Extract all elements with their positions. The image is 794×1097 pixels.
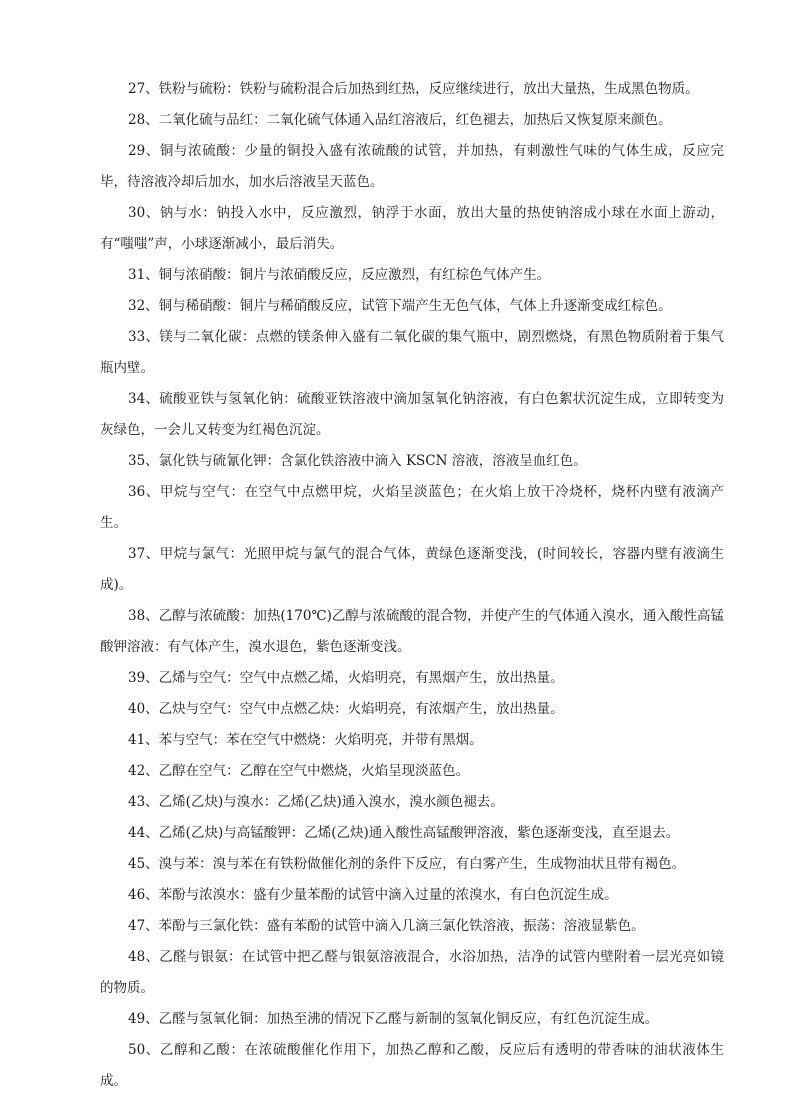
list-item: 45、溴与苯：溴与苯在有铁粉做催化剂的条件下反应，有白雾产生，生成物油状且带有褐色。 xyxy=(128,856,686,872)
list-item: 31、铜与浓硝酸：铜片与浓硝酸反应，反应激烈，有红棕色气体产生。 xyxy=(128,267,551,283)
list-item: 34、硫酸亚铁与氢氧化钠：硫酸亚铁溶液中滴加氢氧化钠溶液，有白色絮状沉淀生成，立即转变为灰绿色，一会儿又转变为红褐色沉淀。 xyxy=(100,391,724,438)
list-item: 43、乙烯(乙炔)与溴水：乙烯(乙炔)通入溴水，溴水颜色褪去。 xyxy=(128,794,504,810)
list-item: 28、二氧化硫与品红：二氧化硫气体通入品红溶液后，红色褪去，加热后又恢复原来颜色。 xyxy=(128,112,672,128)
list-item: 41、苯与空气：苯在空气中燃烧：火焰明亮，并带有黑烟。 xyxy=(128,732,483,748)
list-item: 39、乙烯与空气：空气中点燃乙烯，火焰明亮，有黑烟产生，放出热量。 xyxy=(128,670,564,686)
list-item: 42、乙醇在空气：乙醇在空气中燃烧，火焰呈现淡蓝色。 xyxy=(128,763,470,779)
list-item: 30、钠与水：钠投入水中，反应激烈，钠浮于水面，放出大量的热使钠溶成小球在水面上游动，有“嗤嗤”声，小球逐渐减小，最后消失。 xyxy=(100,205,724,252)
list-item: 37、甲烷与氯气：光照甲烷与氯气的混合气体，黄绿色逐渐变浅，(时间较长，容器内壁有液滴生成)。 xyxy=(100,546,724,593)
list-item: 36、甲烷与空气：在空气中点燃甲烷，火焰呈淡蓝色；在火焰上放干冷烧杯，烧杯内壁有液滴产生。 xyxy=(100,484,724,531)
list-item: 44、乙烯(乙炔)与高锰酸钾：乙烯(乙炔)通入酸性高锰酸钾溶液，紫色逐渐变浅，直至退去。 xyxy=(128,825,680,841)
list-item: 48、乙醛与银氨：在试管中把乙醛与银氨溶液混合，水浴加热，洁净的试管内壁附着一层光亮如镜的物质。 xyxy=(100,949,724,996)
list-item: 38、乙醇与浓硫酸：加热(170℃)乙醇与浓硫酸的混合物，并使产生的气体通入溴水，通入酸性高锰酸钾溶液：有气体产生，溴水退色，紫色逐渐变浅。 xyxy=(100,608,724,655)
list-item: 46、苯酚与浓溴水：盛有少量苯酚的试管中滴入过量的浓溴水，有白色沉淀生成。 xyxy=(128,887,618,903)
list-item: 33、镁与二氧化碳：点燃的镁条伸入盛有二氧化碳的集气瓶中，剧烈燃烧，有黑色物质附着于集气瓶内壁。 xyxy=(100,329,724,376)
list-item: 47、苯酚与三氯化铁：盛有苯酚的试管中滴入几滴三氯化铁溶液，振荡：溶液显紫色。 xyxy=(128,918,645,934)
list-item: 29、铜与浓硫酸：少量的铜投入盛有浓硫酸的试管，并加热，有刺激性气味的气体生成，反应完毕，待溶液冷却后加水，加水后溶液呈天蓝色。 xyxy=(100,143,724,190)
list-item: 50、乙醇和乙酸：在浓硫酸催化作用下，加热乙醇和乙酸，反应后有透明的带香味的油状液体生成。 xyxy=(100,1042,724,1089)
list-item: 27、铁粉与硫粉：铁粉与硫粉混合后加热到红热，反应继续进行，放出大量热，生成黑色物质。 xyxy=(128,81,699,97)
list-item: 35、氯化铁与硫氰化钾：含氯化铁溶液中滴入 KSCN 溶液，溶液呈血红色。 xyxy=(128,453,587,469)
list-item: 32、铜与稀硝酸：铜片与稀硝酸反应，试管下端产生无色气体，气体上升逐渐变成红棕色。 xyxy=(128,298,672,314)
document-page xyxy=(100,74,724,1097)
list-item: 49、乙醛与氢氧化铜：加热至沸的情况下乙醛与新制的氢氧化铜反应，有红色沉淀生成。 xyxy=(128,1011,659,1027)
list-item: 40、乙炔与空气：空气中点燃乙炔：火焰明亮，有浓烟产生，放出热量。 xyxy=(128,701,564,717)
